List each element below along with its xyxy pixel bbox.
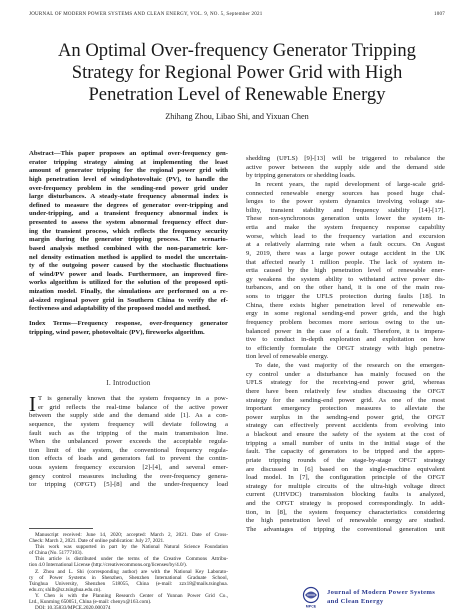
body-line: frequency problem becomes more serious owing to the un- <box>246 318 445 326</box>
intro-line: tion effects of loads and generators fail to prevent the contin- <box>29 455 228 463</box>
abstract-line: Abstract—This paper proposes an optimal over-frequency gen- <box>29 150 228 157</box>
index-terms-line: Index Terms—Frequency response, over-frequency generator <box>29 319 228 327</box>
right-column <box>246 155 445 535</box>
body-line: worse, which lead to the frequency variation and excursion <box>246 232 445 240</box>
footnote-line: of China (No. 51777103). <box>29 550 83 557</box>
intro-line: er grid reflects the real-time balance of the active power <box>38 403 228 411</box>
abstract-line: high penetration level of wind/photovoltaic (PV), to handle the <box>29 175 228 183</box>
body-line: important emergency protection measures to alleviate the <box>246 405 445 413</box>
body-line: the high penetration level of renewable energy are studied. <box>246 517 445 525</box>
abstract-line: defined to measure the degrees of generator over-tripping and <box>29 201 228 209</box>
body-line: tripping a small number of units in the initial stage of the <box>246 439 445 447</box>
body-line: that affected nearly 1 million people. The lack of system in- <box>246 258 445 266</box>
body-line: turbances, and on the other hand, it is one of the main rea- <box>246 284 445 292</box>
body-line: tion, in [8], the system frequency characteristics considering <box>246 508 445 516</box>
intro-line: When the unbalanced power exceeds the acceptable regula- <box>29 438 228 446</box>
abstract-line: large disturbances. A steady-state frequency abnormal index is <box>29 193 228 201</box>
body-line: are discussed in [6] based on the single-machine equivalent <box>246 465 445 473</box>
intro-line: sequence, the system frequency will deviate following a <box>29 420 228 428</box>
body-line: and the OFGT strategy is proposed correspondingly. In addi- <box>246 500 445 507</box>
left-column <box>29 150 228 337</box>
body-line: connected renewable energy sources has posed huge chal- <box>246 189 445 197</box>
abstract-line: mization model. Finally, the simulations are performed on a re- <box>29 288 228 295</box>
abstract-line: ing the transient process, which reflects the frequency security <box>29 227 228 235</box>
author-list: Zhihang Zhou, Libao Shi, and Yixuan Chen <box>165 112 309 121</box>
abstract-line: amount of generator tripping for the regional power grid with <box>29 167 228 175</box>
intro-line: between the supply side and the demand side [1]. As a con- <box>29 412 228 420</box>
body-line: In recent years, the rapid development of large-scale grid- <box>255 180 445 188</box>
journal-name-line: Journal of Modern Power Systems <box>327 589 436 596</box>
abstract-line: ty of the outgoing power caused by the stochastic fluctuations <box>29 262 228 270</box>
body-line: shedding (UFLS) [9]-[13] will be triggered to rebalance the <box>246 155 445 162</box>
intro-line: tion limit of the system, the conventional frequency regula- <box>29 446 228 454</box>
footnote-line: Ltd., Kunming 650051, China (e-mail: chenyx@163.com). <box>29 599 152 606</box>
emblem-text: MPCE <box>305 604 317 608</box>
body-line: to efficiently formulate the OFGT strategy with high penetra- <box>246 344 445 352</box>
abstract-line: over-frequency problem in the sending-end power grid under <box>29 184 228 192</box>
body-line: power surplus in the sending-end power grid, the OFGT <box>246 413 445 421</box>
abstract-line: erator tripping strategy aiming at implementing the least <box>29 158 228 166</box>
paper-title <box>20 40 454 106</box>
drop-cap: I <box>29 392 36 416</box>
footnote-line: edu.cn; shilb@sz.tsinghua.edu.cn). <box>29 586 102 593</box>
journal-name-line: and Clean Energy <box>327 598 384 605</box>
body-line: ergy in some regional sending-end power grids, and the high <box>246 310 445 318</box>
abstract <box>29 150 228 314</box>
footnote-rule <box>29 528 93 529</box>
running-head <box>29 12 445 22</box>
footnote-line: Check: March 2, 2021. Date of online publication: July 27, 2021. <box>29 538 165 545</box>
body-line: These non-synchronous generation units lower the system in- <box>246 215 445 223</box>
title-line: Strategy for Regional Power Grid with High <box>71 62 403 83</box>
body-line: ertia caused by the high penetration level of renewable ener- <box>246 267 445 275</box>
footnote-line: Z. Zhou and L. Shi (corresponding author) are with the National Key Laborato- <box>35 568 228 575</box>
body-line: 9, 2019, there was a large power outage accident in the UK <box>246 249 445 257</box>
title-line: Penetration Level of Renewable Energy <box>88 84 386 105</box>
page-number: 1007 <box>434 12 445 17</box>
journal-logo <box>300 586 450 608</box>
body-line: strategy can effectively prevent accidents from evolving into <box>246 422 445 430</box>
footnote-line: This work was supported in part by the National Natural Science Foundation <box>35 544 228 551</box>
index-terms <box>29 320 228 337</box>
abstract-line: of wind/PV power and loads. Furthermore, an improved fire- <box>29 270 228 278</box>
body-line: active power between the supply side and the demand side <box>246 163 445 171</box>
abstract-line: fectiveness and adaptability of the proposed model and method. <box>29 305 211 313</box>
body-line: tion level of renewable energy. <box>246 353 329 361</box>
body-line: a blackout and ensure the safety of the system at the cost of <box>246 431 445 438</box>
body-line: sons to trigger the UFLS protection during faults [18]. In <box>246 293 445 300</box>
intro-line: fault such as the tripping of the main transmission line. <box>29 429 228 437</box>
intro-line: T is generally known that the system frequency in a pow- <box>38 395 228 402</box>
index-terms-line: tripping, wind power, photovoltaic (PV), fireworks algorithm. <box>29 328 205 336</box>
introduction-text <box>29 392 228 490</box>
title-line: An Optimal Over-frequency Generator Tripping <box>58 40 416 61</box>
body-line: by tripping generators or shedding loads. <box>246 172 356 180</box>
abstract-line: nel density estimation method is applied to model the uncertain- <box>29 253 228 261</box>
body-line: To date, the vast majority of the research on the emergen- <box>255 362 445 369</box>
abstract-line: based analysis method combined with the non-parametric ker- <box>29 244 228 252</box>
abstract-line: presented to assess the system abnormal frequency effect dur- <box>29 219 228 226</box>
body-line: lenges to the power system dynamics involving voltage sta- <box>246 198 445 206</box>
body-line: priate tripping rounds of the stage-by-stage OFGT strategy <box>246 456 445 464</box>
abstract-line: under-tripping, and a transient frequency abnormal index is <box>29 210 228 218</box>
body-line: The advantages of tripping the conventional generation unit <box>246 525 445 533</box>
journal-emblem-icon <box>300 586 322 608</box>
footnote-line: DOI: 10.35833/MPCE.2020.000374 <box>35 605 111 612</box>
body-line: at a relatively alarming rate when a fault occurs. On August <box>246 241 445 249</box>
body-line: China, there exists higher penetration level of renewable en- <box>246 301 445 309</box>
section-heading: I. Introduction <box>106 380 151 387</box>
body-line: tive to conduct in-depth exploration and exploitation on how <box>246 336 445 344</box>
footnote-line: Y. Chen is with the Planning Research Center of Yunnan Power Grid Co., <box>35 592 228 599</box>
body-line: strategy for the sending-end power grid. As one of the most <box>246 396 445 404</box>
abstract-line: margin during the generator tripping process. The scenario- <box>29 236 228 244</box>
body-line: current (UHVDC) transmission blocking faults is analyzed, <box>246 491 445 499</box>
body-line: there have been relatively few studies discussing the OFGT <box>246 387 445 395</box>
body-line: ertia and make the system frequency response capability <box>246 224 445 231</box>
abstract-line: al-sized regional power grid in Southern China to verify the ef- <box>29 296 228 304</box>
abstract-line: works algorithm is utilized for the solution of the proposed opti- <box>29 279 228 287</box>
footnote-line: Manuscript received: June 14, 2020; accepted: March 2, 2021. Date of Cross- <box>35 532 228 538</box>
body-line: gy weakens the system ability to withstand active power dis- <box>246 275 445 283</box>
body-line: strategy for multiple circuits of the ultra-high voltage direct <box>246 482 445 490</box>
body-line: UFLS strategy for the receiving-end power grid, whereas <box>246 379 445 387</box>
footnote-line: Tsinghua University, Shenzhen 518055, China (e-mail: zzx18@mails.tsinghua. <box>29 580 228 587</box>
footnote-line: ry of Power Systems in Shenzhen, Shenzhen International Graduate School, <box>29 574 228 581</box>
footnote-line: This article is distributed under the terms of the Creative Commons Attribu- <box>35 556 228 563</box>
journal-header: JOURNAL OF MODERN POWER SYSTEMS AND CLEAN ENERGY, VOL. 9, NO. 5, September 2021 <box>29 12 263 17</box>
journal-name <box>327 588 435 606</box>
body-line: cy control under a disturbance has mainly focused on the <box>246 370 445 378</box>
intro-line: gency control measures including the over-frequency genera- <box>29 472 228 480</box>
body-line: balanced power in the case of a fault. Therefore, it is impera- <box>246 327 445 335</box>
intro-line: uous system frequency excursion [2]-[4], and several emer- <box>29 464 228 471</box>
body-line: bility, transient stability and frequency stability [14]-[17]. <box>246 206 445 214</box>
footnotes <box>29 532 228 611</box>
intro-line: tor tripping (OFGT) [5]-[8] and the under-frequency load <box>29 481 228 489</box>
body-line: load model. In [7], the configuration principle of the OFGT <box>246 474 445 482</box>
footnote-line: tion 4.0 International License (http://creativecommons.org/licenses/by/4.0/). <box>29 562 188 569</box>
body-line: fault. The capacity of generators to be tripped and the appro- <box>246 448 445 456</box>
